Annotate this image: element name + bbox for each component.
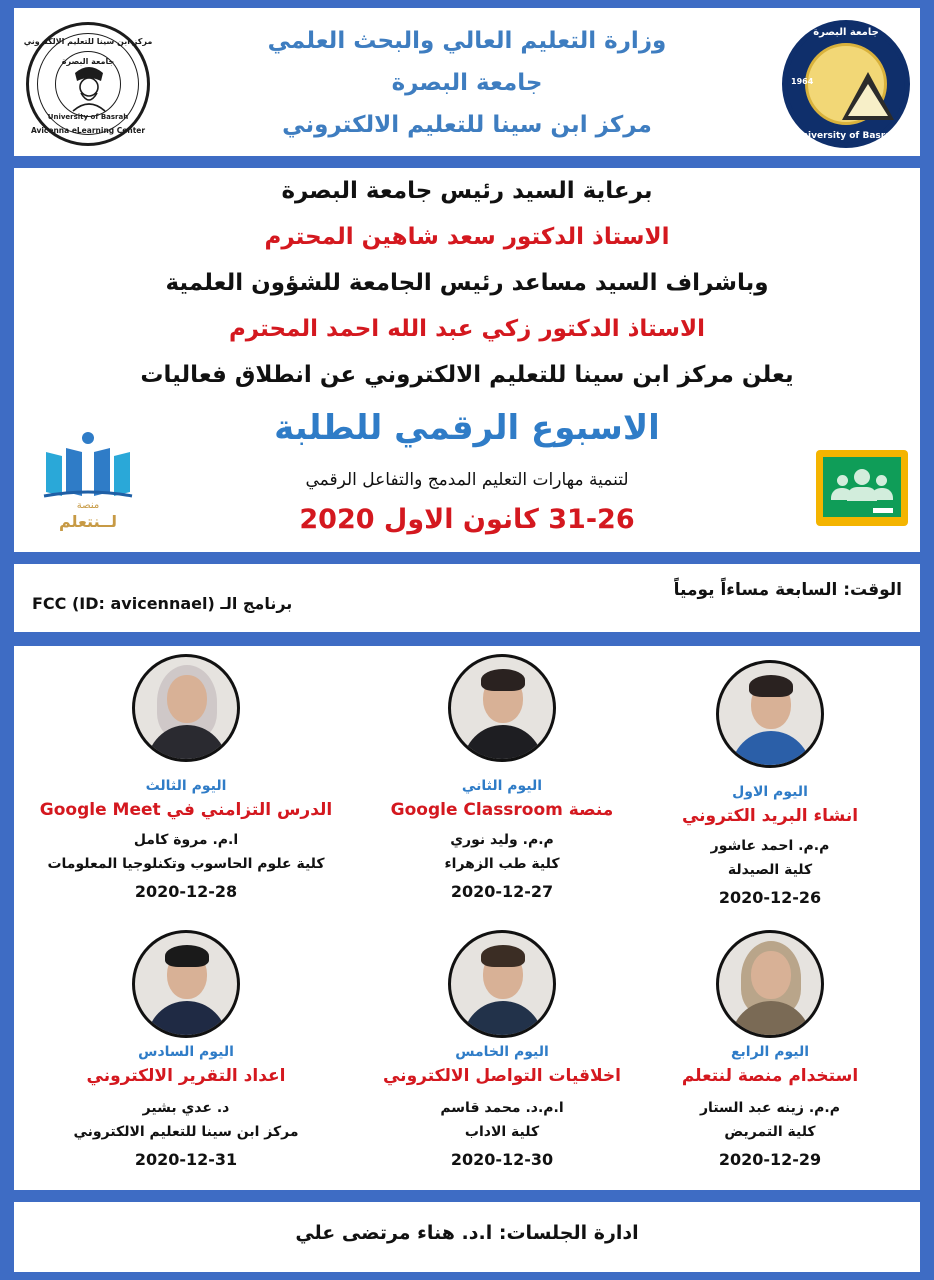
seal-top-text: مركز ابن سينا للتعليم الالكتروني bbox=[23, 37, 153, 46]
speakers-panel bbox=[14, 646, 920, 1190]
speaker-org: كلية طب الزهراء bbox=[444, 856, 560, 872]
university-title: جامعة البصرة bbox=[391, 70, 543, 96]
speaker-day: اليوم الثاني bbox=[461, 778, 543, 794]
avicenna-portrait-icon bbox=[67, 61, 111, 113]
speaker-org: كلية التمريض bbox=[724, 1124, 816, 1140]
books-platform-icon bbox=[40, 430, 136, 500]
header-panel bbox=[14, 8, 920, 156]
seal-inner-text: University of Basrah bbox=[47, 113, 129, 121]
fcc-program-text: برنامج الـ FCC (ID: avicennael) bbox=[32, 594, 293, 613]
speaker-org: مركز ابن سينا للتعليم الالكتروني bbox=[73, 1124, 299, 1140]
seal-english-text: University of Basrah bbox=[794, 131, 898, 141]
speaker-day: اليوم الاول bbox=[732, 784, 808, 800]
speaker-topic: اخلاقيات التواصل الالكتروني bbox=[382, 1066, 622, 1086]
speaker-day: اليوم الخامس bbox=[455, 1044, 549, 1060]
speaker-photo bbox=[448, 654, 556, 762]
supervision-line: وباشراف السيد مساعد رئيس الجامعة للشؤون العلمية bbox=[165, 270, 769, 296]
speaker-day: اليوم الرابع bbox=[730, 1044, 810, 1060]
speaker-date: 2020-12-28 bbox=[134, 882, 238, 901]
session-moderator: ادارة الجلسات: ا.د. هناء مرتضى علي bbox=[295, 1222, 639, 1244]
speaker-name: د. عدي بشير bbox=[142, 1100, 230, 1116]
event-subtitle: لتنمية مهارات التعليم المدمج والتفاعل الرقمي bbox=[305, 470, 629, 490]
google-classroom-icon bbox=[816, 450, 908, 526]
speaker-topic: اعداد التقرير الالكتروني bbox=[86, 1066, 286, 1086]
event-title: الاسبوع الرقمي للطلبة bbox=[274, 408, 660, 448]
speaker-name: م.م. احمد عاشور bbox=[710, 838, 830, 854]
speaker-name: ا.م.د. محمد قاسم bbox=[440, 1100, 564, 1116]
speaker-photo bbox=[448, 930, 556, 1038]
seal-bottom-text: Avicenna eLearning Center bbox=[30, 126, 146, 135]
center-title: مركز ابن سينا للتعليم الالكتروني bbox=[282, 112, 652, 138]
speaker-org: كلية الصيدلة bbox=[727, 862, 813, 878]
seal-gold-disc bbox=[805, 43, 887, 125]
speaker-photo bbox=[132, 930, 240, 1038]
speaker-date: 2020-12-27 bbox=[450, 882, 554, 901]
speaker-date: 2020-12-26 bbox=[718, 888, 822, 907]
seal-mid-text: جامعة البصرة bbox=[61, 57, 115, 66]
assistant-name: الاستاذ الدكتور زكي عبد الله احمد المحترم bbox=[228, 316, 706, 342]
speaker-name: ا.م. مروة كامل bbox=[133, 832, 239, 848]
speaker-date: 2020-12-30 bbox=[450, 1150, 554, 1169]
platform-label: منصة bbox=[76, 500, 100, 511]
speaker-photo bbox=[716, 660, 824, 768]
speaker-org: كلية الاداب bbox=[464, 1124, 540, 1140]
fcc-program-id bbox=[32, 594, 292, 613]
speaker-topic: الدرس التزامني في Google Meet bbox=[39, 800, 333, 820]
speaker-day: اليوم السادس bbox=[138, 1044, 234, 1060]
session-time: الوقت: السابعة مساءاً يومياً bbox=[673, 580, 902, 600]
speaker-date: 2020-12-31 bbox=[134, 1150, 238, 1169]
ministry-title: وزارة التعليم العالي والبحث العلمي bbox=[267, 28, 667, 54]
speaker-topic: منصة Google Classroom bbox=[390, 800, 614, 820]
schedule-info-panel bbox=[14, 564, 920, 632]
university-of-basrah-seal bbox=[782, 20, 910, 148]
seal-year: 1964 bbox=[791, 77, 814, 86]
speaker-topic: انشاء البريد الكتروني bbox=[681, 806, 859, 826]
announcement-panel bbox=[14, 168, 920, 552]
speaker-topic: استخدام منصة لنتعلم bbox=[681, 1066, 859, 1086]
speaker-day: اليوم الثالث bbox=[145, 778, 227, 794]
speaker-photo bbox=[716, 930, 824, 1038]
speaker-date: 2020-12-29 bbox=[718, 1150, 822, 1169]
avicenna-center-seal bbox=[23, 22, 153, 146]
president-name: الاستاذ الدكتور سعد شاهين المحترم bbox=[264, 224, 670, 250]
announcement-line: يعلن مركز ابن سينا للتعليم الالكتروني عن انطلاق فعاليات bbox=[140, 362, 794, 388]
platform-name: لــنتعلم bbox=[58, 512, 118, 531]
speaker-name: م.م. وليد نوري bbox=[450, 832, 554, 848]
speaker-photo bbox=[132, 654, 240, 762]
patronage-line: برعاية السيد رئيس جامعة البصرة bbox=[281, 178, 653, 204]
speaker-name: م.م. زينه عبد الستار bbox=[700, 1100, 840, 1116]
letaalam-platform-logo bbox=[40, 430, 136, 540]
speaker-org: كلية علوم الحاسوب وتكنلوجيا المعلومات bbox=[47, 856, 325, 872]
event-dates: 31-26 كانون الاول 2020 bbox=[299, 504, 635, 535]
footer-panel bbox=[14, 1202, 920, 1272]
seal-arabic-text: جامعة البصرة bbox=[813, 27, 879, 38]
